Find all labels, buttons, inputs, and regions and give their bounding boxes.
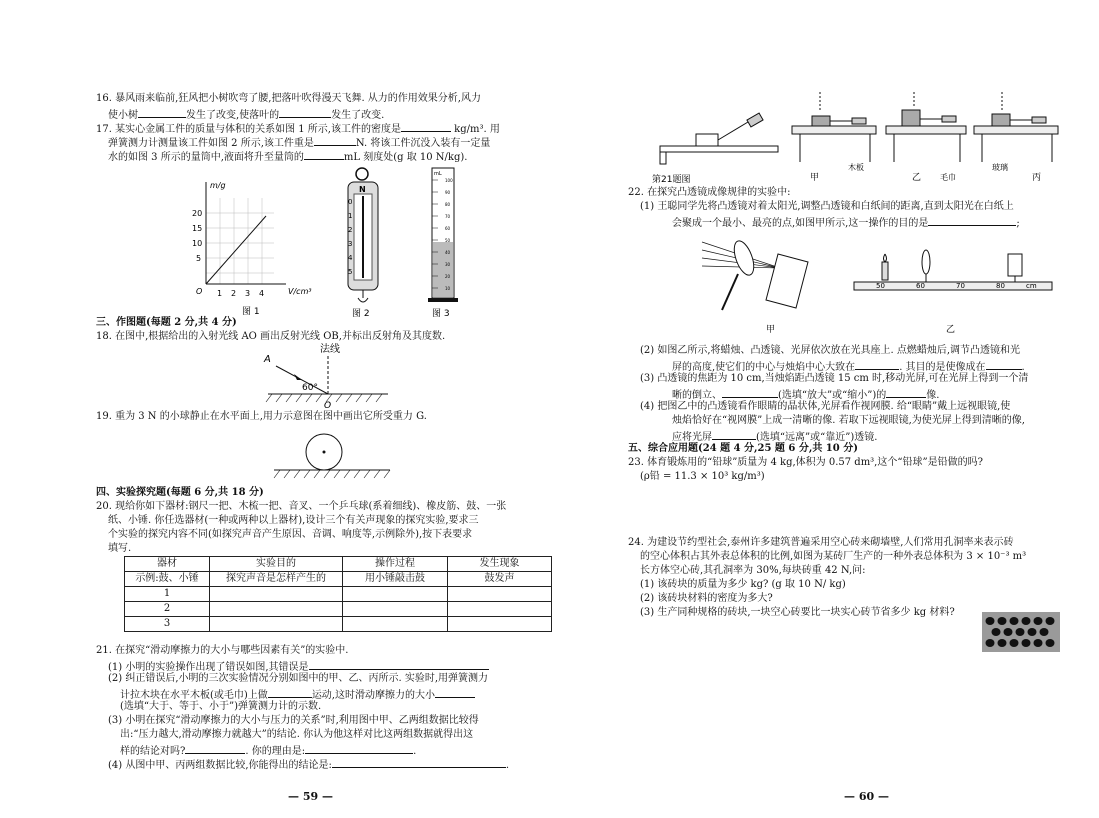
q24-line5: (2) 该砖块材料的密度为多大? xyxy=(640,593,773,604)
label-board: 木板 xyxy=(848,163,864,172)
figure-caption: 图 2 xyxy=(352,309,370,319)
bench-tick: 60 xyxy=(916,282,925,290)
q22-line2: 会聚成一个最小、最亮的点,如图甲所示,这一操作的目的是 ; xyxy=(672,214,1020,231)
cylinder-tick: 70 xyxy=(445,214,451,219)
cylinder-tick: 20 xyxy=(445,274,451,279)
table-header-row xyxy=(125,557,552,572)
scale-tick: 2 xyxy=(348,226,353,234)
cylinder-tick: 10 xyxy=(445,286,451,291)
q18-text: 18. 在图中,根据给出的入射光线 AO 画出反射光线 OB,并标出反射角及其度数. xyxy=(96,331,446,342)
x-tick: 1 xyxy=(217,289,223,298)
table-cell: 3 xyxy=(125,617,210,632)
table-row xyxy=(125,572,552,587)
q24-line4: (1) 该砖块的质量为多少 kg? (g 取 10 N/ kg) xyxy=(640,579,846,590)
table-cell: 1 xyxy=(125,587,210,602)
q24-line1: 24. 为建设节约型社会,泰州许多建筑普遍采用空心砖来砌墙壁,人们常用孔洞率来表示砖 xyxy=(628,537,1014,548)
q20-line3: 个实验的探究内容不同(如探究声音产生原因、音调、响度等,示例除外),按下表要求 xyxy=(108,529,473,540)
label-yi: 乙 xyxy=(912,173,922,183)
q16-line1: 16. 暴风雨来临前,狂风把小树吹弯了腰,把落叶吹得漫天飞舞. 从力的作用效果分析,风力 xyxy=(96,93,481,104)
q21-line2: (2) 纠正错误后,小明的三次实验情况分别如图中的甲、乙、丙所示. 实验时,用弹簧测力 xyxy=(108,673,489,684)
cylinder-tick: 100 xyxy=(445,178,453,183)
figure-21-friction xyxy=(652,92,1060,184)
figure-24-hollow-brick xyxy=(982,612,1060,652)
q22-line4: 屏的高度,使它们的中心与烛焰中心大致在 . 其目的是使像成在 . xyxy=(672,358,1025,375)
graph-y-label: m/g xyxy=(210,181,226,190)
q17-line3: 水的如图 3 所示的量筒中,液面将升至量筒的 mL 刻度处(g 取 10 N/kg). xyxy=(108,148,467,165)
q22-line6: 晰的倒立、 (选填“放大”或“缩小”)的 像. xyxy=(672,386,939,403)
q19-text: 19. 重为 3 N 的小球静止在水平面上,用力示意图在图中画出它所受重力 G. xyxy=(96,411,427,422)
q24-line3: 长方体空心砖,其孔洞率为 30%,每块砖重 42 N,问: xyxy=(640,565,866,576)
scale-tick: 1 xyxy=(348,212,353,220)
bench-tick: 50 xyxy=(876,282,885,290)
q21-line3: 计拉木块在水平木板(或毛巾)上做 运动,这时滑动摩擦力的大小 xyxy=(120,686,475,703)
q22-intro: 22. 在探究凸透镜成像规律的实验中: xyxy=(628,187,791,198)
y-tick: 20 xyxy=(192,209,203,218)
label-jia: 甲 xyxy=(810,173,820,183)
page-number: — 60 — xyxy=(844,790,889,803)
scale-tick: 5 xyxy=(348,268,353,276)
friction-setup-jia xyxy=(792,92,876,162)
answer-blank[interactable] xyxy=(314,134,356,146)
cylinder-tick: 30 xyxy=(445,262,451,267)
q17-line2: 弹簧测力计测量该工件如图 2 所示,该工件重是 N. 将该工件沉没入装有一定量 xyxy=(108,134,490,151)
bench-unit: cm xyxy=(1026,282,1037,290)
figure-2-spring-scale xyxy=(344,166,394,318)
answer-blank[interactable] xyxy=(928,214,1016,226)
q22-line5: (3) 凸透镜的焦距为 10 cm,当烛焰距凸透镜 15 cm 时,移动光屏,可在光屏上得到一个清 xyxy=(640,373,1029,384)
q20-line1: 20. 现给你如下器材:钢尺一把、木梳一把、音叉、一个乒乓球(系着细线)、橡皮筋、鼓、一张 xyxy=(96,501,507,512)
q21-line4: (选填“大于、等于、小于”)弹簧测力计的示数. xyxy=(120,701,322,712)
figure-caption: 图 3 xyxy=(432,309,450,319)
figure-22-jia-lens xyxy=(700,228,840,336)
origin-label: O xyxy=(196,287,203,296)
section-3-title: 三、作图题(每题 2 分,共 4 分) xyxy=(96,317,237,328)
q22-line8: 烛焰恰好在“视网膜”上成一清晰的像. 若取下远视眼镜,为使光屏上得到清晰的像, xyxy=(672,415,1025,426)
x-tick: 4 xyxy=(259,289,265,298)
q20-line2: 纸、小锤. 你任选器材(一种或两种以上器材),设计三个有关声现象的探究实验,要求三 xyxy=(108,515,479,526)
scale-tick: 3 xyxy=(348,240,353,248)
y-tick: 10 xyxy=(192,239,203,248)
table-cell[interactable] xyxy=(210,587,343,602)
q24-line2: 的空心体积占其外表总体积的比例,如图为某砖厂生产的一种外表总体积为 3 × 10⁻³ m³ xyxy=(640,551,1027,562)
table-cell: 示例:鼓、小锤 xyxy=(125,572,210,587)
table-cell[interactable] xyxy=(210,617,343,632)
figure-22-yi-bench xyxy=(854,244,1054,336)
answer-blank[interactable] xyxy=(268,686,312,698)
q21-line6: 出:“压力越大,滑动摩擦力就越大”的结论. 你认为他这样对比这两组数据就得出这 xyxy=(120,729,474,740)
answer-blank[interactable] xyxy=(401,120,451,132)
scale-unit: N xyxy=(359,185,366,194)
answer-blank[interactable] xyxy=(185,742,245,754)
experiment-table xyxy=(124,556,552,632)
cylinder-unit: mL xyxy=(434,171,442,177)
q22-line7: (4) 把图乙中的凸透镜看作眼睛的晶状体,光屏看作视网膜. 给“眼睛”戴上远视眼镜,使 xyxy=(640,401,1011,412)
answer-blank[interactable] xyxy=(304,148,344,160)
q24-line6: (3) 生产同种规格的砖块,一块空心砖要比一块实心砖节省多少 kg 材料? xyxy=(640,607,955,618)
figure-18-reflection xyxy=(264,342,394,411)
table-cell[interactable] xyxy=(343,587,448,602)
q22-line3: (2) 如图乙所示,将蜡烛、凸透镜、光屏依次放在光具座上. 点燃蜡烛后,调节凸透镜和光 xyxy=(640,345,1021,356)
table-cell: 用小锤敲击鼓 xyxy=(343,572,448,587)
figure-3-cylinder xyxy=(426,164,466,318)
cylinder-tick: 90 xyxy=(445,190,451,195)
answer-blank[interactable] xyxy=(886,386,926,398)
table-header: 发生现象 xyxy=(448,557,552,572)
label-yi: 乙 xyxy=(946,325,956,335)
q16-line2: 使小树 发生了改变,使落叶的 发生了改变. xyxy=(108,106,384,123)
answer-blank[interactable] xyxy=(305,742,413,754)
label-jia: 甲 xyxy=(766,325,776,335)
cylinder-tick: 40 xyxy=(445,250,451,255)
q21-line7: 样的结论对吗? . 你的理由是: . xyxy=(120,742,416,759)
answer-blank[interactable] xyxy=(855,358,899,370)
q21-line8: (4) 从图中甲、丙两组数据比较,你能得出的结论是: . xyxy=(108,756,509,773)
table-cell: 鼓发声 xyxy=(448,572,552,587)
scale-tick: 0 xyxy=(348,198,353,206)
bench-tick: 70 xyxy=(956,282,965,290)
q23-line2: (ρ铅 = 11.3 × 10³ kg/m³) xyxy=(640,471,765,482)
q20-line4: 填写. xyxy=(108,543,132,554)
table-header: 实验目的 xyxy=(210,557,343,572)
figure-1-graph xyxy=(194,168,324,316)
point-a-label: A xyxy=(264,354,271,365)
page-number: — 59 — xyxy=(288,790,333,803)
table-header: 器材 xyxy=(125,557,210,572)
scale-tick: 4 xyxy=(348,254,353,262)
answer-blank[interactable] xyxy=(986,358,1022,370)
table-cell[interactable] xyxy=(343,617,448,632)
angle-label: 60° xyxy=(302,383,318,393)
section-4-title: 四、实验探究题(每题 6 分,共 18 分) xyxy=(96,487,264,498)
answer-blank[interactable] xyxy=(435,686,475,698)
table-cell: 探究声音是怎样产生的 xyxy=(210,572,343,587)
table-cell[interactable] xyxy=(448,587,552,602)
table-cell[interactable] xyxy=(448,602,552,617)
friction-setup-bing xyxy=(974,92,1058,162)
q23-line1: 23. 体育锻炼用的“铅球”质量为 4 kg,体积为 0.57 dm³,这个“铅球”是铅做的吗? xyxy=(628,457,983,468)
bench-tick: 80 xyxy=(996,282,1005,290)
figure-caption: 图 1 xyxy=(242,307,260,317)
table-cell: 2 xyxy=(125,602,210,617)
x-tick: 2 xyxy=(231,289,237,298)
table-cell[interactable] xyxy=(448,617,552,632)
answer-blank[interactable] xyxy=(712,428,756,440)
q22-line1: (1) 王聪同学先将凸透镜对着太阳光,调整凸透镜和白纸间的距离,直到太阳光在白纸上 xyxy=(640,201,1014,212)
label-glass: 玻璃 xyxy=(992,163,1008,172)
x-tick: 3 xyxy=(245,289,251,298)
figure-19-ball xyxy=(272,432,392,480)
cylinder-tick: 80 xyxy=(445,202,451,207)
table-row xyxy=(125,617,552,632)
answer-blank[interactable] xyxy=(138,106,186,118)
y-tick: 5 xyxy=(196,254,202,263)
q21-intro: 21. 在探究“滑动摩擦力的大小与哪些因素有关”的实验中. xyxy=(96,645,349,656)
y-tick: 15 xyxy=(192,224,203,233)
friction-setup-yi xyxy=(886,92,966,162)
q21-line1: (1) 小明的实验操作出现了错误如图,其错误是 xyxy=(108,658,489,675)
table-header: 操作过程 xyxy=(343,557,448,572)
label-bing: 丙 xyxy=(1032,173,1042,183)
cylinder-tick: 60 xyxy=(445,226,451,231)
point-o-label: O xyxy=(324,401,332,411)
label-towel: 毛巾 xyxy=(940,173,956,182)
table-row xyxy=(125,587,552,602)
answer-blank[interactable] xyxy=(279,106,331,118)
q21-line5: (3) 小明在探究“滑动摩擦力的大小与压力的关系”时,利用图中甲、乙两组数据比较得 xyxy=(108,715,479,726)
answer-blank[interactable] xyxy=(722,386,778,398)
answer-blank[interactable] xyxy=(309,658,489,670)
cylinder-tick: 50 xyxy=(445,238,451,243)
table-cell[interactable] xyxy=(343,602,448,617)
graph-x-label: V/cm³ xyxy=(288,287,312,296)
section-5-title: 五、综合应用题(24 题 4 分,25 题 6 分,共 10 分) xyxy=(628,443,858,454)
figure-caption: 第21题图 xyxy=(652,175,691,185)
q22-line9: 应将光屏 (选填“远离”或“靠近”)透镜. xyxy=(672,428,877,445)
normal-label: 法线 xyxy=(320,344,340,355)
table-row xyxy=(125,602,552,617)
q17-line1: 17. 某实心金属工件的质量与体积的关系如图 1 所示,该工件的密度是 kg/m³. 用 xyxy=(96,120,500,137)
answer-blank[interactable] xyxy=(332,756,506,768)
table-cell[interactable] xyxy=(210,602,343,617)
